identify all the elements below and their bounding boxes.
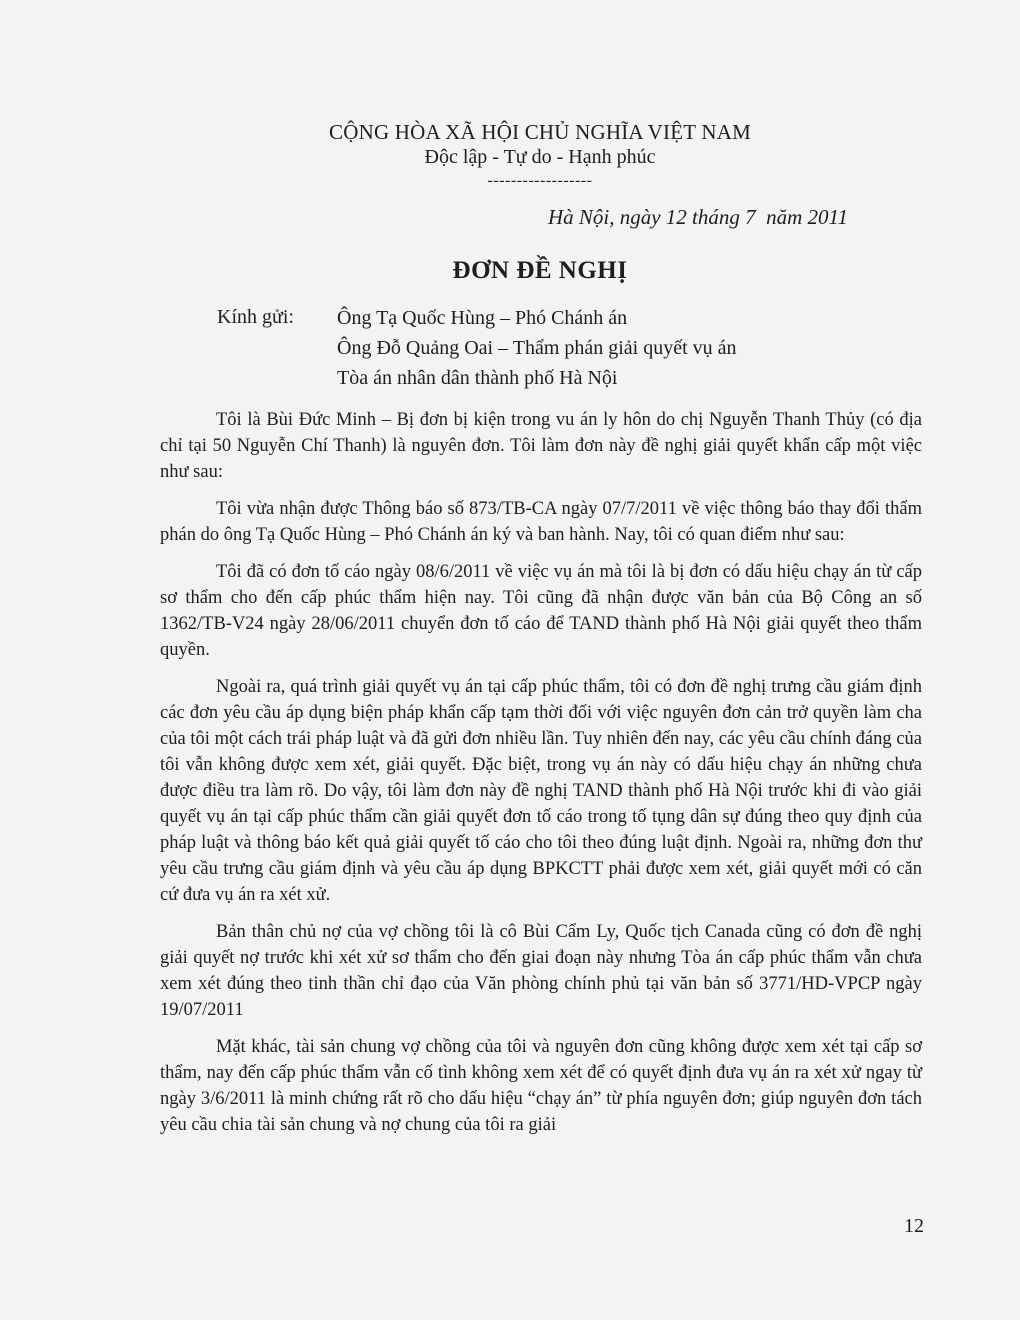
header-divider: ------------------ — [487, 172, 593, 189]
document-date: Hà Nội, ngày 12 tháng 7 năm 2011 — [547, 205, 848, 229]
body-paragraph: Mặt khác, tài sản chung vợ chồng của tôi và nguyên đơn cũng không được xem xét tại cấp sơ thẩm, nay đến cấp phúc thẩm vẫn cố tình không xem xét để có quyết định đưa vụ án ra xét xử ngay từ ngày 3/6/2011 là minh chứng rất rõ cho dấu hiệu “chạy án” từ phía nguyên đơn; giúp nguyên đơn tách yêu cầu chia tài sản chung và nợ chung của tôi ra giải — [160, 1037, 922, 1135]
recipients-label: Kính gửi: — [217, 306, 294, 328]
recipient-line: Tòa án nhân dân thành phố Hà Nội — [337, 367, 618, 389]
recipient-line: Ông Đỗ Quảng Oai – Thẩm phán giải quyết vụ án — [337, 337, 737, 359]
document-title: ĐƠN ĐỀ NGHỊ — [452, 257, 628, 284]
recipients-list — [337, 306, 737, 396]
body-paragraph: Ngoài ra, quá trình giải quyết vụ án tại cấp phúc thẩm, tôi có đơn đề nghị trưng cầu giám định các đơn yêu cầu áp dụng biện pháp khẩn cấp tạm thời đối với việc nguyên đơn cản trở quyền làm cha của tôi một cách trái pháp luật và đã gửi đơn nhiều lần. Tuy nhiên đến nay, các yêu cầu chính đáng của tôi vẫn không được xem xét, giải quyết. Đặc biệt, trong vụ án này có dấu hiệu chạy án những chưa được điều tra làm rõ. Do vậy, tôi làm đơn này đề nghị TAND thành phố Hà Nội trước khi đi vào giải quyết vụ án tại cấp phúc thẩm cần giải quyết đơn tố cáo trong tố tụng dân sự đúng theo quy định của pháp luật và thông báo kết quả giải quyết tố cáo cho tôi theo đúng luật định. Ngoài ra, những đơn thư yêu cầu trưng cầu giám định và yêu cầu áp dụng BPKCTT phải được xem xét, giải quyết mới có căn cứ đưa vụ án ra xét xử. — [160, 677, 922, 905]
body-paragraph: Bản thân chủ nợ của vợ chồng tôi là cô Bùi Cẩm Ly, Quốc tịch Canada cũng có đơn đề nghị giải quyết nợ trước khi xét xử sơ thẩm cho đến giai đoạn này nhưng Tòa án cấp phúc thẩm vẫn chưa xem xét đúng theo tinh thần chỉ đạo của Văn phòng chính phủ tại văn bản số 3771/HD-VPCP ngày 19/07/2011 — [160, 922, 922, 1020]
page-number: 12 — [904, 1215, 924, 1237]
body-paragraph: Tôi là Bùi Đức Minh – Bị đơn bị kiện trong vu án ly hôn do chị Nguyễn Thanh Thủy (có địa chỉ tại 50 Nguyễn Chí Thanh) là nguyên đơn. Tôi làm đơn này đề nghị giải quyết khẩn cấp một việc như sau: — [160, 410, 922, 482]
document-body — [160, 407, 922, 1149]
body-paragraph: Tôi vừa nhận được Thông báo số 873/TB-CA ngày 07/7/2011 về việc thông báo thay đổi thẩm phán do ông Tạ Quốc Hùng – Phó Chánh án ký và ban hành. Nay, tôi có quan điểm như sau: — [160, 499, 922, 545]
national-motto: Độc lập - Tự do - Hạnh phúc — [424, 146, 656, 168]
recipient-line: Ông Tạ Quốc Hùng – Phó Chánh án — [337, 307, 628, 329]
national-title: CỘNG HÒA XÃ HỘI CHỦ NGHĨA VIỆT NAM — [329, 120, 751, 144]
body-paragraph: Tôi đã có đơn tố cáo ngày 08/6/2011 về việc vụ án mà tôi là bị đơn có dấu hiệu chạy án từ cấp sơ thẩm cho đến cấp phúc thẩm hiện nay. Tôi cũng đã nhận được văn bản của Bộ Công an số 1362/TB-V24 ngày 28/06/2011 chuyển đơn tố cáo để TAND thành phố Hà Nội giải quyết theo thẩm quyền. — [160, 562, 922, 660]
